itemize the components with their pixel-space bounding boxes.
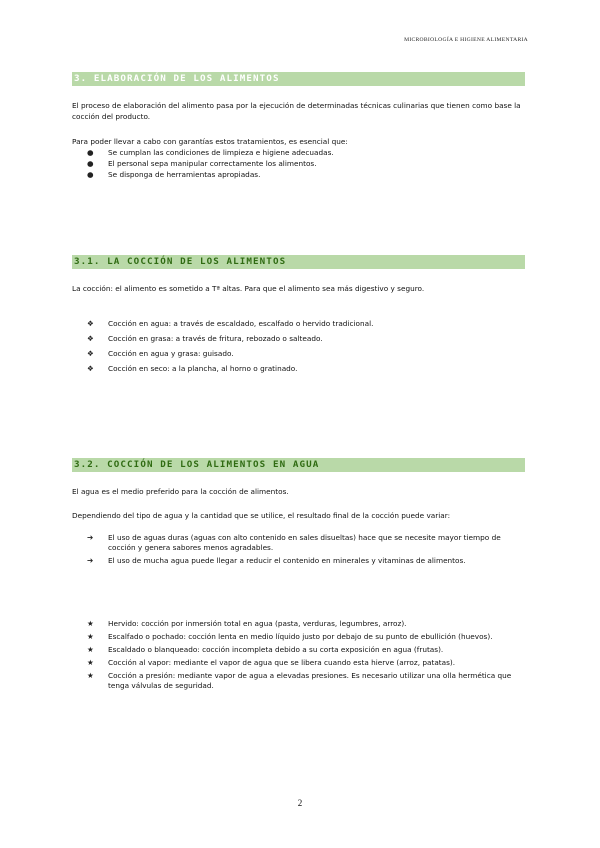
list-item: ❖ Cocción en agua: a través de escaldado, escalfado o hervido tradicional. xyxy=(87,319,374,328)
list-item: ● Se cumplan las condiciones de limpieza e higiene adecuadas. xyxy=(87,148,334,157)
section-3-1-intro: La cocción: el alimento es sometido a Tª altas. Para que el alimento sea más digestivo y seguro. xyxy=(72,284,425,293)
list-item: ➔ El uso de mucha agua puede llegar a reducir el contenido en minerales y vitaminas de alimentos. xyxy=(87,556,466,565)
section-3-intro: El proceso de elaboración del alimento pasa por la ejecución de determinadas técnicas culinarias que tienen como base la cocción del producto. xyxy=(72,101,521,121)
diamond-bullet-icon: ❖ xyxy=(87,349,94,358)
section-3-2-lead: Dependiendo del tipo de agua y la cantidad que se utilice, el resultado final de la cocción puede variar: xyxy=(72,511,451,520)
list-item: ★ Hervido: cocción por inmersión total en agua (pasta, verduras, legumbres, arroz). xyxy=(87,619,407,628)
list-item: ➔ El uso de aguas duras (aguas con alto contenido en sales disueltas) hace que se necesite mayor tiempo de cocción y genera sabores menos agradables. xyxy=(87,533,501,552)
section-heading-3 xyxy=(72,72,525,86)
list-item: ★ Escaldado o blanqueado: cocción incompleta debido a su corta exposición en agua (frutas). xyxy=(87,645,444,654)
bullet-dot-icon: ● xyxy=(87,148,94,157)
section-3-1-bullets xyxy=(72,319,527,379)
section-3-bullets xyxy=(72,148,527,181)
section-3-2-intro: El agua es el medio preferido para la cocción de alimentos. xyxy=(72,487,289,496)
diamond-bullet-icon: ❖ xyxy=(87,364,94,373)
arrow-bullet-icon: ➔ xyxy=(87,556,94,565)
star-bullet-icon: ★ xyxy=(87,632,94,641)
section-3-2-stars xyxy=(72,619,527,694)
list-item: ● El personal sepa manipular correctamente los alimentos. xyxy=(87,159,317,168)
bullet-dot-icon: ● xyxy=(87,159,94,168)
section-heading-3-2 xyxy=(72,458,525,472)
list-item: ★ Escalfado o pochado: cocción lenta en medio líquido justo por debajo de su punto de ebullición (huevos). xyxy=(87,632,493,641)
list-item: ❖ Cocción en agua y grasa: guisado. xyxy=(87,349,234,358)
list-item: ❖ Cocción en grasa: a través de fritura, rebozado o salteado. xyxy=(87,334,323,343)
list-item: ● Se disponga de herramientas apropiadas. xyxy=(87,170,261,179)
star-bullet-icon: ★ xyxy=(87,658,94,667)
section-3-lead: Para poder llevar a cabo con garantías estos tratamientos, es esencial que: xyxy=(72,137,348,146)
list-item: ★ Cocción al vapor: mediante el vapor de agua que se libera cuando esta hierve (arroz, patatas). xyxy=(87,658,456,667)
section-heading-3-1-text: 3.1. LA COCCIÓN DE LOS ALIMENTOS xyxy=(74,256,287,267)
running-header: MICROBIOLOGÍA E HIGIENE ALIMENTARIA xyxy=(404,37,528,43)
section-heading-3-2-text: 3.2. COCCIÓN DE LOS ALIMENTOS EN AGUA xyxy=(74,459,320,470)
diamond-bullet-icon: ❖ xyxy=(87,319,94,328)
arrow-bullet-icon: ➔ xyxy=(87,533,94,542)
list-item: ★ Cocción a presión: mediante vapor de agua a elevadas presiones. Es necesario utilizar una olla hermética que tenga válvulas de seguridad. xyxy=(87,671,512,690)
page-number: 2 xyxy=(297,798,303,808)
star-bullet-icon: ★ xyxy=(87,645,94,654)
section-heading-3-text: 3. ELABORACIÓN DE LOS ALIMENTOS xyxy=(74,73,280,84)
star-bullet-icon: ★ xyxy=(87,619,94,628)
star-bullet-icon: ★ xyxy=(87,671,94,680)
list-item: ❖ Cocción en seco: a la plancha, al horno o gratinado. xyxy=(87,364,298,373)
bullet-dot-icon: ● xyxy=(87,170,94,179)
diamond-bullet-icon: ❖ xyxy=(87,334,94,343)
section-heading-3-1 xyxy=(72,255,525,269)
section-3-2-arrows xyxy=(72,533,527,569)
